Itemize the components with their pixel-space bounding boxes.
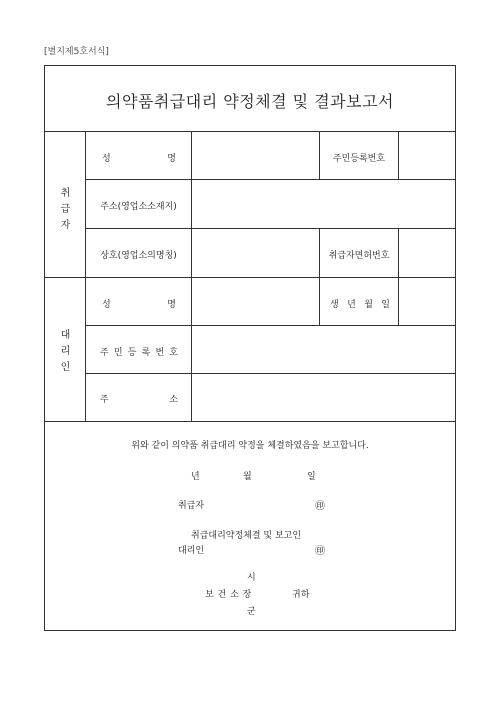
agent-signature-label: 대리인 (178, 546, 205, 556)
agent-address-label-char: 소 (169, 395, 178, 405)
recipient-si: 시 (247, 573, 256, 583)
form-code: [별지제5호서식] (44, 47, 109, 57)
agent-resident-no-label-char: 등 (127, 348, 137, 358)
title-row (45, 66, 455, 132)
agent-name-label-char: 명 (167, 300, 176, 310)
agent-section (45, 278, 455, 422)
agent-birth-label-char: 월 (364, 300, 373, 310)
agent-address-label-cell (86, 374, 192, 421)
agent-resident-no-field[interactable] (192, 326, 455, 373)
date-year-label: 년 (191, 472, 200, 482)
recipient-honorific: 귀하 (292, 590, 310, 600)
handler-row-address (86, 180, 455, 229)
agent-birth-label-char: 년 (347, 300, 356, 310)
declaration-section (45, 422, 455, 630)
handler-name-field[interactable] (192, 132, 320, 179)
agent-seal-icon: ㊞ (315, 546, 325, 557)
agent-resident-no-label-cell (86, 326, 192, 373)
agent-address-label-char: 주 (100, 395, 109, 405)
handler-address-label: 주소(영업소소재지) (100, 202, 177, 212)
handler-name-label-char: 성 (102, 154, 111, 164)
handler-license-no-label: 취급자면허번호 (328, 251, 390, 261)
agent-resident-no-label-char: 호 (169, 348, 178, 358)
handler-name-label-char: 명 (167, 154, 176, 164)
handler-heading-char: 급 (60, 204, 71, 215)
handler-signature-label: 취급자 (178, 501, 205, 511)
date-month-label: 월 (243, 472, 252, 482)
agent-row-address (86, 374, 455, 421)
agent-heading-char: 인 (60, 362, 71, 373)
agent-address-field[interactable] (192, 374, 455, 421)
agent-name-label-char: 성 (102, 300, 111, 310)
report-form (44, 65, 456, 631)
handler-business-name-field[interactable] (192, 229, 320, 277)
handler-address-label-cell (86, 180, 192, 228)
agent-resident-no-label-char: 번 (155, 348, 165, 358)
agent-birth-field[interactable] (399, 278, 455, 325)
agent-heading (45, 278, 86, 421)
declaration-statement: 위와 같이 의약품 취급대리 약정을 체결하였음을 보고합니다. (131, 441, 369, 451)
handler-resident-no-field[interactable] (399, 132, 455, 179)
agent-resident-no-label-char: 주 (100, 348, 109, 358)
agent-heading-char: 대 (60, 330, 71, 341)
agent-birth-label-char: 일 (381, 300, 390, 310)
handler-business-name-label: 상호(영업소의명칭) (100, 251, 177, 261)
handler-row-name (86, 132, 455, 180)
handler-address-field[interactable] (192, 180, 455, 228)
reporter-line: 취급대리약정체결 및 보고인 (191, 531, 302, 541)
handler-name-label-cell (86, 132, 192, 179)
agent-birth-label-char: 생 (330, 300, 339, 310)
recipient-title: 보 건 소 장 (205, 590, 252, 600)
agent-heading-char: 리 (60, 346, 71, 357)
handler-license-no-label-cell (320, 229, 399, 277)
handler-business-name-label-cell (86, 229, 192, 277)
agent-row-name (86, 278, 455, 326)
handler-resident-no-label: 주민등록번호 (332, 154, 386, 164)
agent-name-label-cell (86, 278, 192, 325)
handler-resident-no-label-cell (320, 132, 399, 179)
agent-resident-no-label-char: 민 (113, 348, 123, 358)
handler-license-no-field[interactable] (399, 229, 455, 277)
agent-resident-no-label-char: 록 (141, 348, 151, 358)
agent-row-resident-no (86, 326, 455, 374)
handler-seal-icon: ㊞ (315, 501, 325, 512)
agent-birth-label-cell (320, 278, 399, 325)
handler-heading (45, 132, 86, 277)
date-day-label: 일 (307, 472, 316, 482)
handler-section (45, 132, 455, 278)
agent-name-field[interactable] (192, 278, 320, 325)
form-title: 의약품취급대리 약정체결 및 결과보고서 (105, 92, 394, 111)
handler-row-business (86, 229, 455, 277)
handler-heading-char: 취 (60, 188, 71, 199)
handler-heading-char: 자 (60, 220, 71, 231)
recipient-gun: 군 (247, 607, 256, 617)
